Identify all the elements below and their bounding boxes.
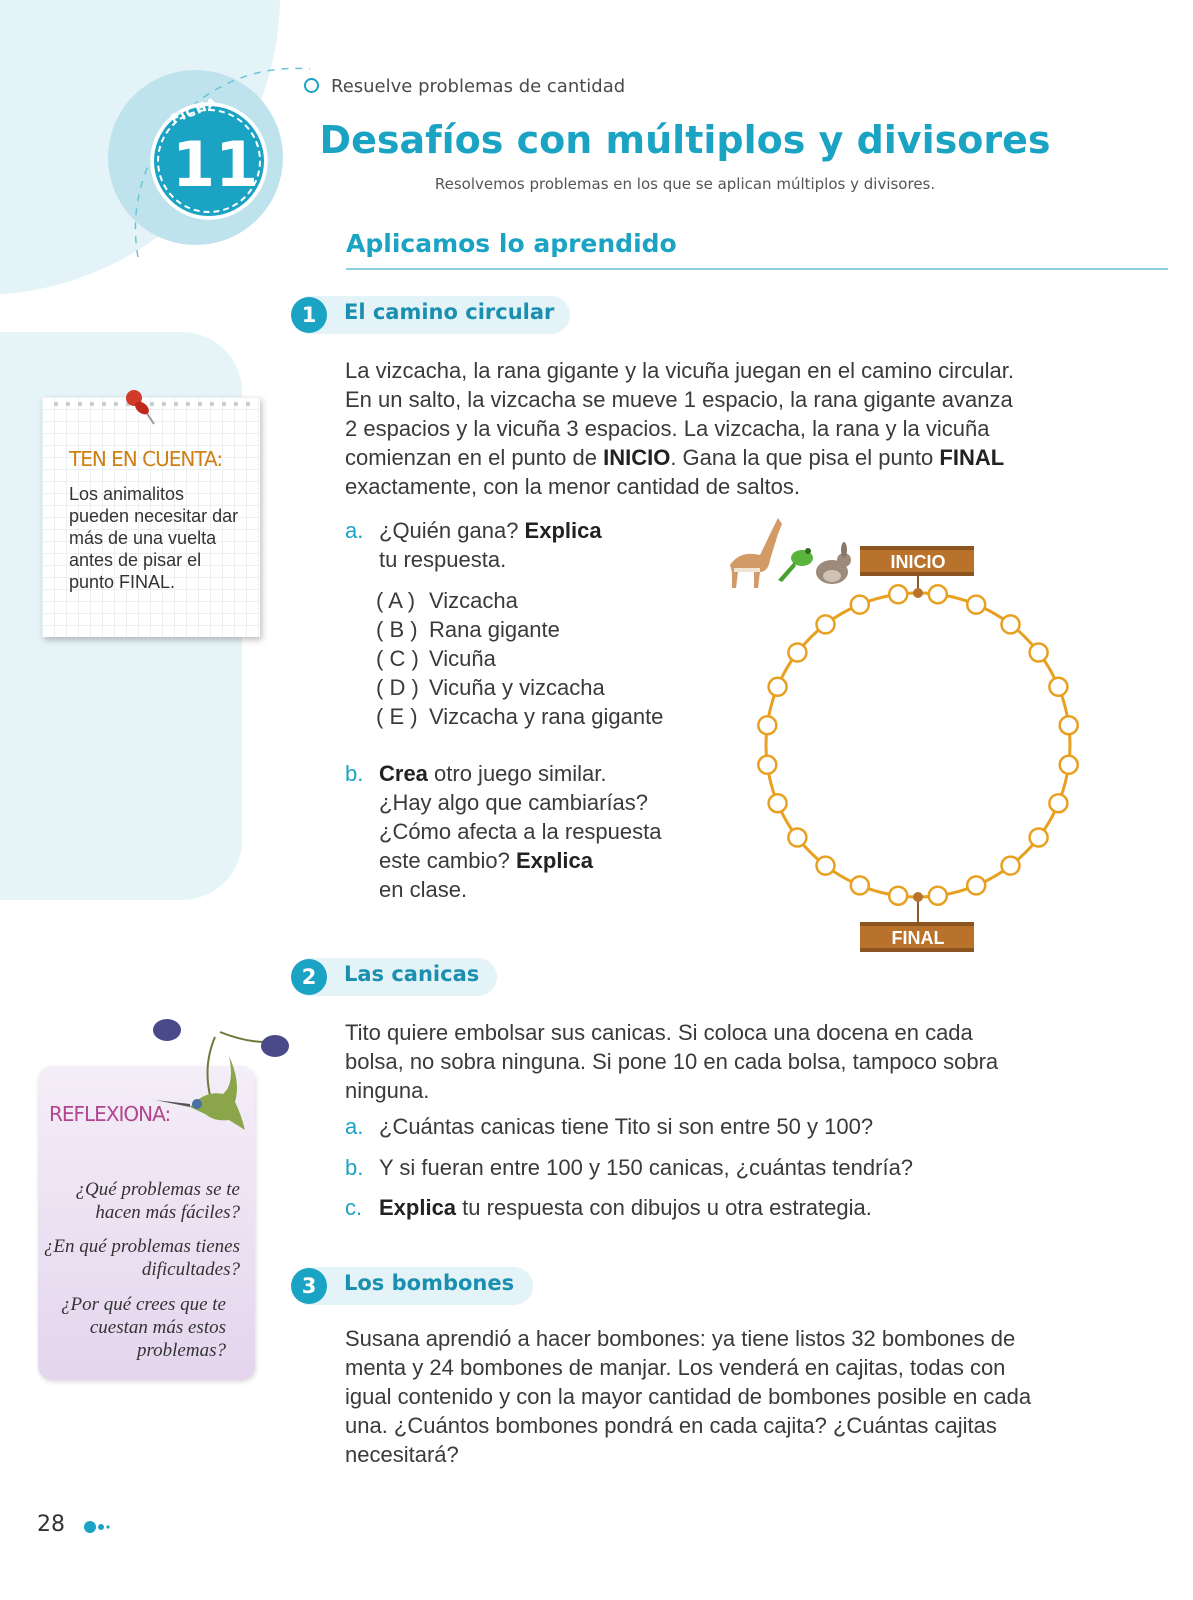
problem-3-number: 3 <box>291 1268 327 1304</box>
reflection-title: REFLEXIONA: <box>49 1102 171 1126</box>
question-letter: a. <box>345 518 364 543</box>
reflection-question: ¿En qué problemas tienes dificultades? <box>43 1236 240 1280</box>
statement-line: Tito quiere embolsar sus canicas. Si coloca una docena en cada <box>345 1020 973 1045</box>
tip-text: Los animalitos pueden necesitar dar más de una vuelta antes de pisar el punto FINAL. <box>69 484 239 592</box>
statement-line: una. ¿Cuántos bombones pondrá en cada cajita? ¿Cuántas cajitas <box>345 1413 997 1438</box>
statement-line: igual contenido y con la mayor cantidad de bombones posible en cada <box>345 1384 1032 1409</box>
statement-line: En un salto, la vizcacha se mueve 1 espacio, la rana gigante avanza <box>345 387 1013 412</box>
path-space <box>1049 794 1067 812</box>
start-point <box>913 588 923 598</box>
path-space <box>769 678 787 696</box>
path-space <box>769 794 787 812</box>
vizcacha-icon <box>816 542 851 584</box>
circle-icon <box>304 78 319 93</box>
statement-line: bolsa, no sobra ninguna. Si pone 10 en cada bolsa, tampoco sobra <box>345 1049 999 1074</box>
statement-line: comienzan en el punto de INICIO. Gana la que pisa el punto FINAL <box>345 445 1005 470</box>
path-space <box>817 857 835 875</box>
statement-line: menta y 24 bombones de manjar. Los venderá en cajitas, todas con <box>345 1355 1006 1380</box>
problem-3-statement <box>345 1324 1145 1469</box>
frog-icon <box>778 548 813 582</box>
start-sign <box>860 546 974 576</box>
path-space <box>889 585 907 603</box>
vicuna-icon <box>730 518 782 588</box>
ficha-word: FICHA <box>168 95 221 128</box>
question-2b: b. Y si fueran entre 100 y 150 canicas, ¿cuántas tendría? <box>345 1155 914 1180</box>
statement-line: La vizcacha, la rana gigante y la vicuña juegan en el camino circular. <box>345 358 1014 383</box>
section-divider <box>346 268 1168 270</box>
problem-1-statement <box>345 356 1105 501</box>
page-number: 28 <box>37 1512 65 1537</box>
option-b[interactable]: ( B ) Rana gigante <box>376 617 560 642</box>
statement-line: necesitará? <box>345 1442 459 1467</box>
ficha-number: 11 <box>172 128 259 201</box>
path-space <box>1002 615 1020 633</box>
end-point <box>913 892 923 902</box>
path-space <box>1060 756 1078 774</box>
question-1b: b. Crea otro juego similar. ¿Hay algo que cambiarías? ¿Cómo afecta a la respuesta este cambio? Explica en clase. <box>345 761 662 902</box>
problem-1-number: 1 <box>291 297 327 333</box>
reflection-question: ¿Qué problemas se te hacen más fáciles? <box>75 1179 240 1223</box>
path-space <box>758 756 776 774</box>
path-space <box>788 829 806 847</box>
question-1a: a. ¿Quién gana? Explica tu respuesta. <box>345 518 602 572</box>
path-space <box>788 644 806 662</box>
problem-2-number: 2 <box>291 959 327 995</box>
reflection-question: ¿Por qué crees que te cuestan más estos problemas? <box>61 1294 226 1361</box>
path-space <box>967 876 985 894</box>
statement-line: Susana aprendió a hacer bombones: ya tiene listos 32 bombones de <box>345 1326 1016 1351</box>
path-space <box>929 887 947 905</box>
tip-title: TEN EN CUENTA: <box>69 447 223 471</box>
hummingbird-icon <box>145 1012 295 1137</box>
path-space <box>929 585 947 603</box>
option-e[interactable]: ( E ) Vizcacha y rana gigante <box>376 704 664 729</box>
path-space <box>1002 857 1020 875</box>
path-space <box>1030 829 1048 847</box>
path-spaces <box>758 585 1077 904</box>
statement-line: exactamente, con la menor cantidad de saltos. <box>345 474 800 499</box>
path-space <box>758 716 776 734</box>
problem-1-title: El camino circular <box>344 300 555 324</box>
path-space <box>1030 644 1048 662</box>
problem-2-title: Las canicas <box>344 962 480 986</box>
circular-path-diagram <box>720 510 1120 960</box>
question-2a: a. ¿Cuántas canicas tiene Tito si son entre 50 y 100? <box>345 1114 874 1139</box>
section-heading: Aplicamos lo aprendido <box>346 229 677 258</box>
statement-line: ninguna. <box>345 1078 430 1103</box>
path-space <box>967 596 985 614</box>
page-dots-icon <box>84 1521 114 1533</box>
question-2c: c. Explica tu respuesta con dibujos u otra estrategia. <box>345 1195 872 1220</box>
path-space <box>817 615 835 633</box>
path-space <box>1049 678 1067 696</box>
page-title: Desafíos con múltiplos y divisores <box>319 118 1051 162</box>
problem-2-statement <box>345 1018 1105 1105</box>
option-d[interactable]: ( D ) Vicuña y vizcacha <box>376 675 605 700</box>
problem-3-title: Los bombones <box>344 1271 515 1295</box>
path-space <box>1060 716 1078 734</box>
option-c[interactable]: ( C ) Vicuña <box>376 646 496 671</box>
page-subtitle: Resolvemos problemas en los que se aplican múltiplos y divisores. <box>434 175 936 193</box>
statement-line: 2 espacios y la vicuña 3 espacios. La vizcacha, la rana y la vicuña <box>345 416 990 441</box>
start-label: INICIO <box>890 552 946 572</box>
options-list <box>376 586 696 731</box>
option-a[interactable]: ( A ) Vizcacha <box>376 588 518 613</box>
path-space <box>851 876 869 894</box>
end-label: FINAL <box>891 928 945 948</box>
competence-label <box>304 76 625 97</box>
end-sign <box>860 922 974 952</box>
path-space <box>889 887 907 905</box>
path-ring <box>766 593 1070 897</box>
pushpin-icon <box>120 388 170 438</box>
path-space <box>851 596 869 614</box>
competence-text: Resuelve problemas de cantidad <box>331 76 626 97</box>
